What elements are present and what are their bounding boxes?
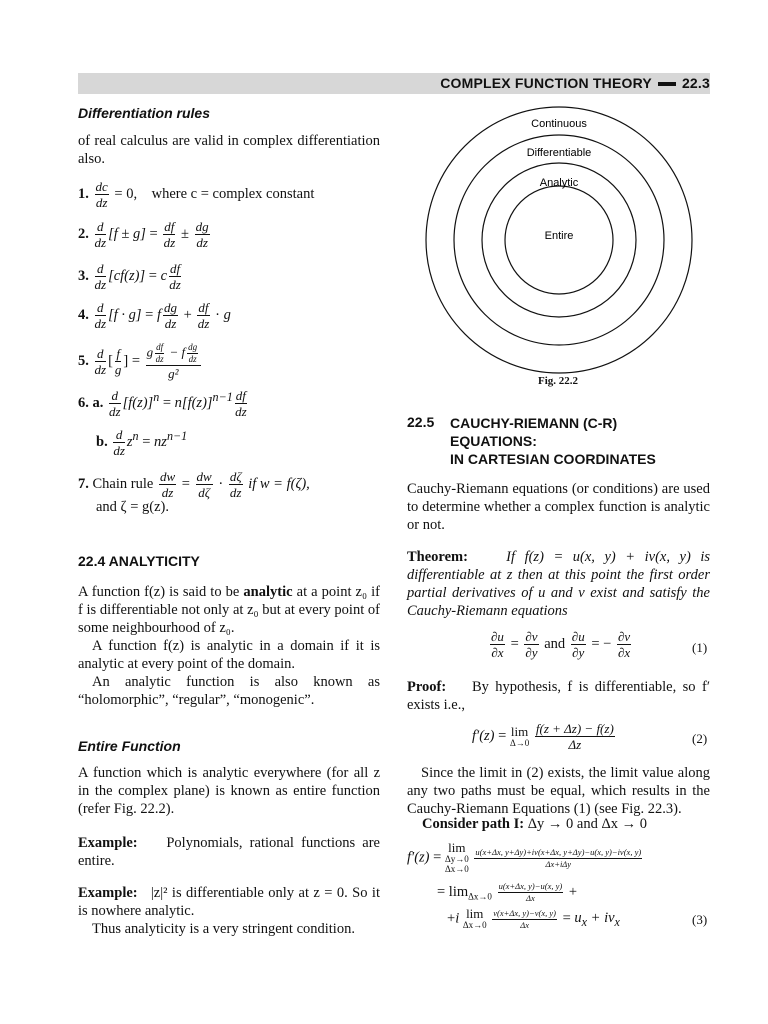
label-entire: Entire — [544, 230, 574, 242]
rule-2: 2. $\frac{d}{dz}$ [f ± g] = $\frac{df}{dz}$ ± $\frac{dg}{dz}$ — [78, 219, 209, 250]
equation-3-line-1: f′(z) = lim Δy→0 Δx→0 $\frac{u(x+\Delta x, y+\Delta y)+iv(x+\Delta x, y+\Delta y)-u(x, y)-iv(x, y)}{\text{Δx+iΔy}}$ — [407, 840, 642, 874]
analyticity-para-1 — [78, 583, 380, 637]
rule-6b: b. $\frac{d}{dz}$ $z^n = nz^{n-1}$ — [96, 427, 188, 458]
proof — [407, 678, 710, 714]
label-differentiable: Differentiable — [526, 147, 592, 159]
header-section: 22.3 — [681, 75, 710, 91]
rule-6a: 6. a. $\frac{d}{dz}$ $[f(z)]^n = n[f(z)]^{n-1}$ $\frac{df}{dz}$ — [78, 388, 247, 419]
rule-7-label: Chain rule — [92, 475, 154, 492]
consider-label: Consider path I: — [422, 816, 525, 832]
proof-text: By hypothesis, f is differentiable, so f′ exists i.e., — [407, 679, 710, 713]
section-22-4-heading: 22.4 ANALYTICITY — [78, 553, 200, 569]
example-2 — [78, 884, 380, 920]
theorem — [407, 548, 710, 620]
equation-3-line-2: = $\lim_{\Delta x\to 0}$ $\frac{u(x+\Delta x, y)-u(x, y)}{\Delta x}$ + — [437, 881, 578, 903]
eq-2-number: (2) — [692, 731, 708, 746]
eq1-and: and — [544, 635, 566, 652]
label-continuous: Continuous — [531, 118, 587, 130]
analyticity-para-3: An analytic function is also known as “holomorphic”, “regular”, “monogenic”. — [78, 674, 380, 708]
header-dash — [658, 82, 676, 86]
section-22-5-line3: IN CARTESIAN COORDINATES — [450, 451, 656, 467]
consider-path — [422, 815, 710, 833]
example-2-label: Example: — [78, 885, 138, 901]
theorem-text: If f(z) = u(x, y) + iv(x, y) is differentiable at z then at this point the first order partial derivatives of u and v exist and satisfy the Cauchy-Riemann equations — [407, 549, 711, 619]
equation-1: $\frac{\partial u}{\partial x}$ = $\frac{\partial v}{\partial y}$ and $\frac{\partial u}{\partial y}$ = − $\frac{\partial v}{\partial x}$ — [491, 629, 631, 660]
analyticity-bold: analytic — [243, 584, 293, 600]
section-22-5-title — [450, 414, 656, 468]
fig-22-2-nested-circles — [420, 104, 710, 374]
entire-function-heading: Entire Function — [78, 738, 181, 754]
analyticity-p1-a: A function f(z) is said to be — [78, 584, 244, 600]
theorem-label: Theorem: — [407, 549, 468, 565]
example-2-text: |z|² is differentiable only at z = 0. So it is nowhere analytic. — [78, 885, 380, 919]
analyticity-p1-b: at a point z₀ if f is differentiable not only at z₀ but at every point of some neighbourhood of z₀. — [78, 584, 380, 636]
section-22-5-line1: CAUCHY-RIEMANN (C-R) — [450, 415, 618, 431]
cr-intro: Cauchy-Riemann equations (or conditions) are used to determine whether a complex function is analytic or not. — [407, 481, 710, 533]
eq-3-number: (3) — [692, 912, 708, 927]
example-1 — [78, 834, 380, 870]
example-1-label: Example: — [78, 835, 138, 851]
proof-label: Proof: — [407, 679, 447, 695]
diff-rules-intro: of real calculus are valid in complex differentiation also. — [78, 133, 380, 167]
closing-sentence: Thus analyticity is a very stringent condition. — [92, 921, 355, 937]
analyticity-para-2: A function f(z) is analytic in a domain if it is analytic at every point of the domain. — [78, 638, 380, 672]
rule-7: 7. Chain rule $\frac{dw}{dz}$ = $\frac{dw}{d\zeta}$ · $\frac{d\zeta}{dz}$ if w = f(ζ), — [78, 469, 310, 500]
rule-1-where: where c = complex constant — [151, 185, 315, 202]
running-header — [440, 75, 710, 91]
rule-7-and: and ζ = g(z). — [96, 499, 169, 515]
label-analytic: Analytic — [539, 177, 579, 189]
rule-5: 5. $\frac{d}{dz}$ [ $\frac{f}{g}$ ] = g $\frac{df}{dz}$ − f $\frac{dg}{dz}$ g² — [78, 343, 203, 380]
rule-3: 3. $\frac{d}{dz}$ [cf(z)] = c $\frac{df}{dz}$ — [78, 261, 181, 292]
consider-text: Δy → 0 and Δx → 0 — [527, 816, 648, 832]
rule-4: 4. $\frac{d}{dz}$ [f · g] = f $\frac{dg}{dz}$ + $\frac{df}{dz}$ · g — [78, 300, 231, 331]
entire-function-para: A function which is analytic everywhere (for all z in the complex plane) is known as entire function (refer Fig. 22.2). — [78, 765, 380, 817]
rule-7-if: if w = f(ζ), — [248, 475, 310, 492]
equation-3-line-3: +i lim Δx→0 $\frac{v(x+\Delta x, y)-v(x, y)}{\Delta x}$ = $u_x + iv_x$ — [447, 906, 620, 930]
fig-caption: Fig. 22.2 — [538, 375, 579, 387]
eq-1-number: (1) — [692, 640, 708, 655]
rule-1: 1. $\frac{dc}{dz}$ = 0, where c = complex constant — [78, 179, 315, 210]
since-paragraph: Since the limit in (2) exists, the limit value along any two paths must be equal, which results in the Cauchy-Riemann Equations (1) (see Fig. 22.3). — [407, 765, 710, 817]
section-22-5-line2: EQUATIONS: — [450, 433, 537, 449]
section-22-5-number: 22.5 — [407, 414, 435, 430]
equation-2: f′(z) = lim Δ→0 $\frac{f(z + \Delta z) - f(z)}{\Delta z}$ — [472, 721, 614, 752]
header-title: COMPLEX FUNCTION THEORY — [440, 75, 652, 91]
example-1-text: Polynomials, rational functions are entire. — [78, 835, 380, 869]
diff-rules-heading: Differentiation rules — [78, 105, 210, 121]
